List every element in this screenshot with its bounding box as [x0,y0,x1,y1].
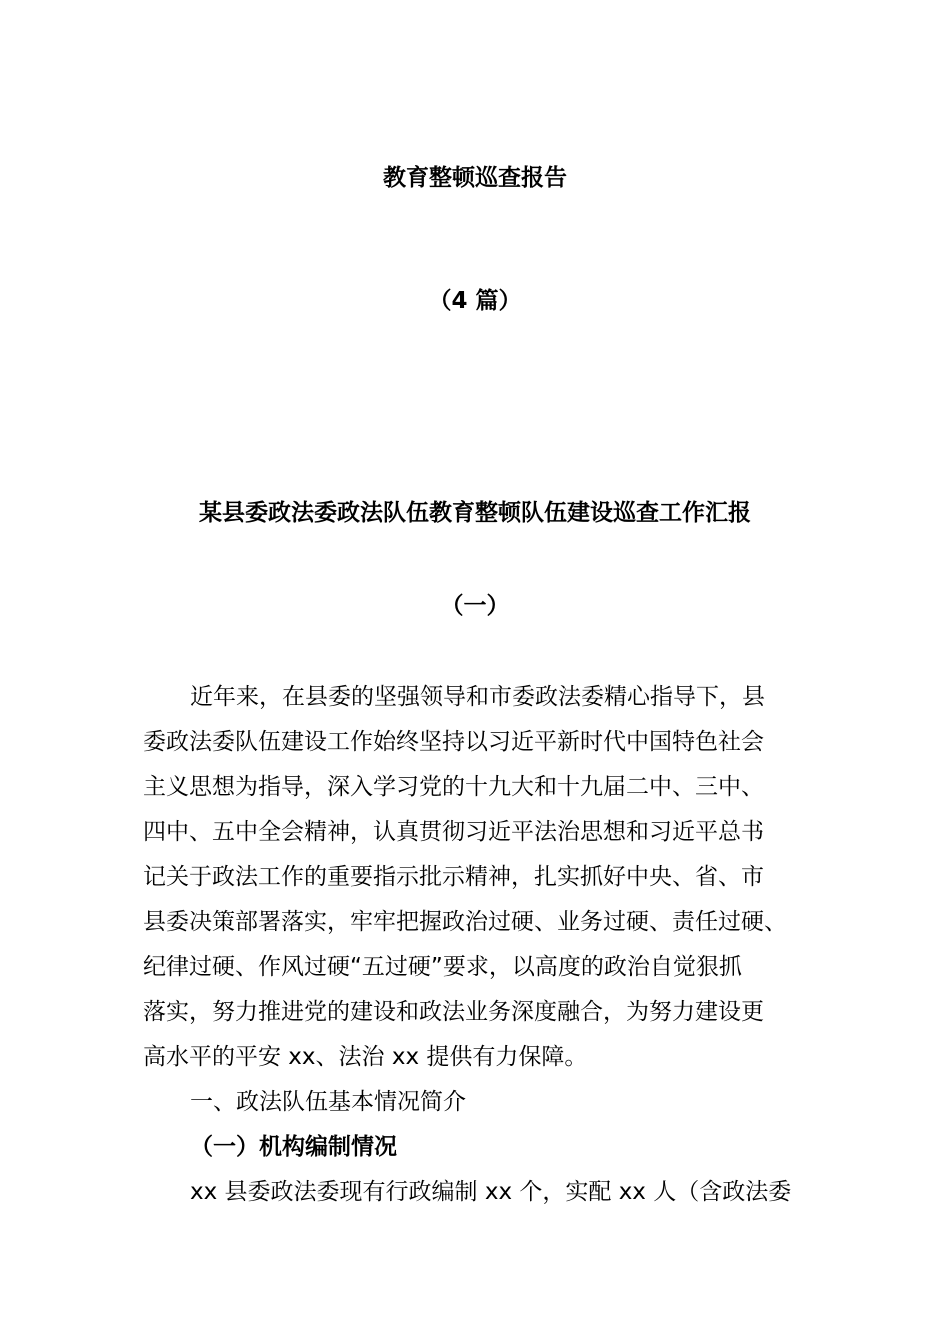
paragraph-line: 高水平的平安 xx、法治 xx 提供有力保障。 [143,1044,588,1070]
intro-paragraph [143,675,811,1080]
article-count: （4 篇） [428,288,522,314]
paragraph-line: 四中、五中全会精神，认真贯彻习近平法治思想和习近平总书 [143,819,764,845]
paragraph-line: 主义思想为指导，深入学习党的十九大和十九届二中、三中、 [143,774,764,800]
paragraph-line: 县委决策部署落实，牢牢把握政治过硬、业务过硬、责任过硬、 [143,909,787,935]
paragraph-line: 近年来，在县委的坚强领导和市委政法委精心指导下，县 [190,684,765,710]
section-heading: 一、政法队伍基本情况简介 [190,1089,466,1115]
paragraph-line: 落实，努力推进党的建设和政法业务深度融合，为努力建设更 [143,999,764,1025]
paragraph-line: 记关于政法工作的重要指示批示精神，扎实抓好中央、省、市 [143,864,764,890]
section-number: （一） [440,593,510,619]
paragraph-line: 纪律过硬、作风过硬“五过硬”要求，以高度的政治自觉狠抓 [143,954,742,980]
body-text [143,675,811,1215]
subsection-heading: （一）机构编制情况 [190,1134,397,1160]
article-title: 某县委政法委政法队伍教育整顿队伍建设巡查工作汇报 [199,500,751,526]
paragraph-line: 委政法委队伍建设工作始终坚持以习近平新时代中国特色社会 [143,729,764,755]
paragraph-line: xx 县委政法委现有行政编制 xx 个，实配 xx 人（含政法委 [190,1179,792,1205]
document-title: 教育整顿巡查报告 [383,165,567,191]
